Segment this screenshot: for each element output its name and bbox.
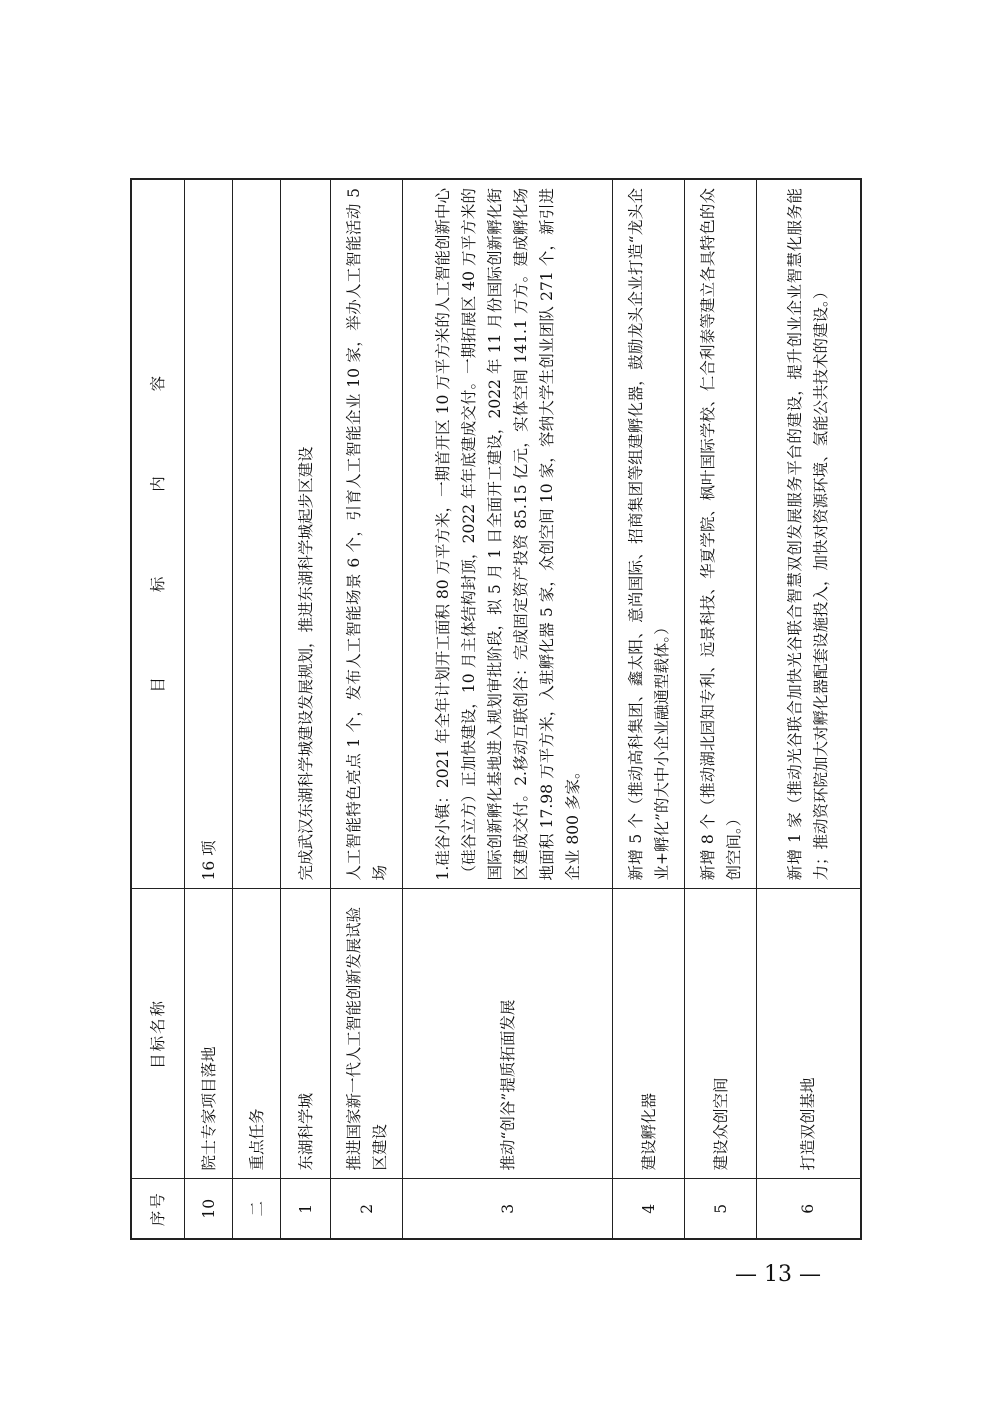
table-header-row	[131, 179, 185, 1239]
row-seq: 1	[281, 1179, 331, 1239]
table-row	[331, 179, 403, 1239]
row-name: 建设孵化器	[613, 889, 685, 1179]
header-seq: 序号	[131, 1179, 185, 1239]
row-name: 院士专家项目落地	[185, 889, 233, 1179]
row-content: 新增 5 个（推动高科集团、鑫太阳、意尚国际、招商集团等组建孵化器，鼓励龙头企业打造“龙头企业+孵化”的大中小企业融通型载体。）	[613, 179, 685, 889]
table-row	[281, 179, 331, 1239]
row-content: 新增 1 家（推动光谷联合加快光谷联合智慧双创发展服务平台的建设，提升创业企业智慧化服务能力；推动资环院加大对孵化器配套设施投入，加快对资源环境、氢能公共技术的建设。）	[757, 179, 861, 889]
table-row	[185, 179, 233, 1239]
row-name: 推进国家新一代人工智能创新发展试验区建设	[331, 889, 403, 1179]
row-seq: 3	[403, 1179, 613, 1239]
row-seq: 5	[685, 1179, 757, 1239]
row-name: 打造双创基地	[757, 889, 861, 1179]
table-row	[613, 179, 685, 1239]
header-name: 目标名称	[131, 889, 185, 1179]
row-name: 建设众创空间	[685, 889, 757, 1179]
row-content: 新增 8 个（推动湖北园知专利、远景科技、华夏学院、枫叶国际学校、仁合利泰等建立各具特色的众创空间。）	[685, 179, 757, 889]
row-seq: 6	[757, 1179, 861, 1239]
row-content: 人工智能特色亮点 1 个，发布人工智能场景 6 个，引育人工智能企业 10 家，举办人工智能活动 5 场	[331, 179, 403, 889]
row-seq: 10	[185, 1179, 233, 1239]
header-content: 目 标 内 容	[131, 179, 185, 889]
row-content	[233, 179, 281, 889]
row-name: 东湖科学城	[281, 889, 331, 1179]
row-name: 推动“创谷”提质拓面发展	[403, 889, 613, 1179]
row-seq: 4	[613, 1179, 685, 1239]
row-seq: 二	[233, 1179, 281, 1239]
table-rotated-wrapper	[130, 180, 860, 1240]
table-row	[685, 179, 757, 1239]
row-content: 16 项	[185, 179, 233, 889]
row-content: 完成武汉东湖科学城建设发展规划，推进东湖科学城起步区建设	[281, 179, 331, 889]
table-row	[757, 179, 861, 1239]
row-name: 重点任务	[233, 889, 281, 1179]
goals-table	[130, 178, 862, 1240]
row-seq: 2	[331, 1179, 403, 1239]
row-content: 1.硅谷小镇：2021 年全年计划开工面积 80 万平方米，一期首开区 10 万平方米的人工智能创新中心（硅谷立方）正加快建设，10 月主体结构封顶，2022 年年底建成交付。一期拓展区 40 万平方米的国际创新孵化基地进入规划审批阶段，拟 5 月 1 日全面开工建设，2022 年 11 月份国际创新孵化街区建成交付。2.移动互联创谷：完成固定资产投资 85.15 亿元，实体空间 141.1 万方。建成孵化场地面积 17.98 万平方米，入驻孵化器 5 家，众创空间 10 家，容纳大学生创业团队 271 个，新引进企业 800 多家。	[403, 179, 613, 889]
table-row	[403, 179, 613, 1239]
page-number: — 13 —	[735, 1262, 821, 1287]
table-row	[233, 179, 281, 1239]
